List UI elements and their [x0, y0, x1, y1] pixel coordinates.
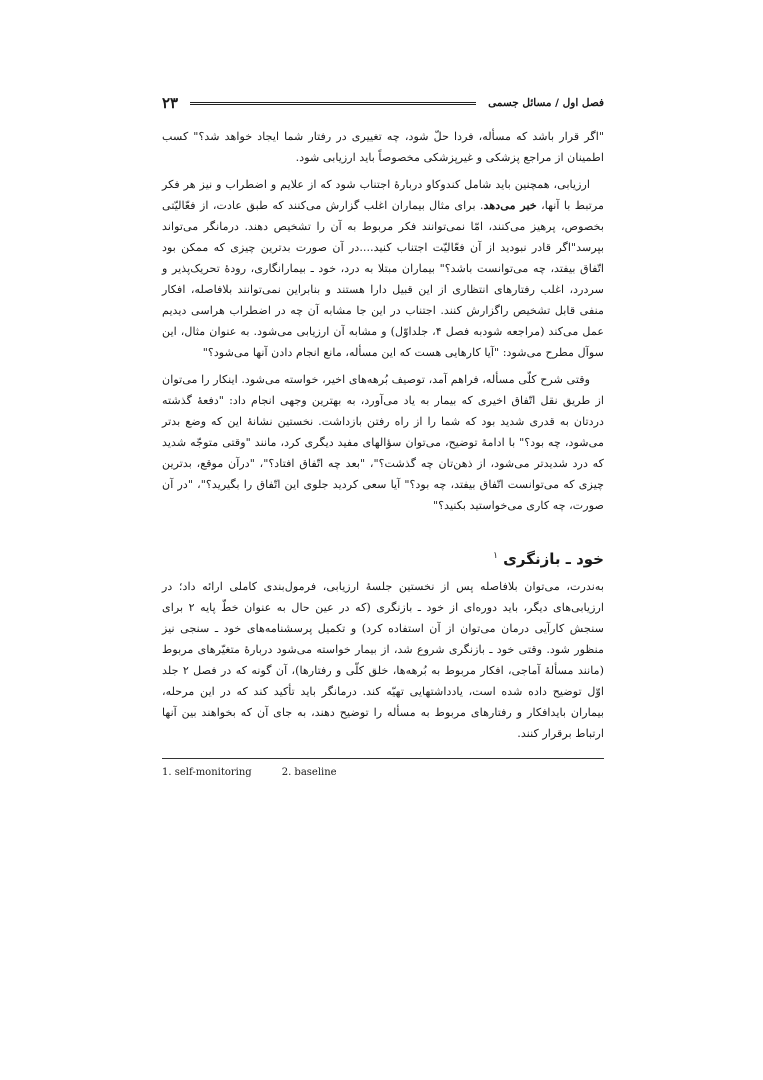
footnotes — [162, 767, 604, 778]
paragraph-2 — [162, 174, 604, 363]
paragraph-2-end: . برای مثال بیماران اغلب گزارش می‌کنند که طبق عادت، از فعّالیّتی بخصوص، پرهیز می‌کنند، امّا نمی‌توانند فکر مربوط به آن را تشخیص دهند. درمانگر می‌تواند بپرسد"اگر قادر نبودید از آن فعّالیّت اجتناب کنید....در آن صورت بدترین چیزی که ممکن بود اتّفاق بیفتد، چه می‌توانست باشد؟" بیماران مبتلا به درد، خود ـ بیمارانگاری، رودهٔ تحریک‌پذیر و سردرد، اغلب رفتارهای انتظاری از این قبیل دارا هستند و بنابراین نمی‌توانند بلافاصله، افکار منفی قابل تشخیص راگزارش کنند. اجتناب در این جا مشابه آن چه در اضطراب هراسی دیدیم عمل می‌کند (مراجعه شودبه فصل ۴، جلداوّل) و مشابه آن ارزیابی می‌شود. به عنوان مثال، این سوآل مطرح می‌شود: "آیا کارهایی هست که این مسأله، مانع انجام دادن آنها می‌شود؟" — [162, 199, 604, 359]
header-double-rule — [190, 102, 476, 105]
paragraph-4: به‌ندرت، می‌توان بلافاصله پس از نخستین جلسهٔ ارزیابی، فرمول‌بندی کاملی ارائه داد؛ در ارزیابی‌های دیگر، باید دوره‌ای از خود ـ بازنگری (که در عین حال به عنوان خطّ پایه ۲ برای سنجش کارآیی درمان می‌توان از آن استفاده کرد) و تکمیل پرسشنامه‌های خود ـ سنجی نیز منظور شود. وقتی خود ـ بازنگری شروع شد، از بیمار خواسته می‌شود دربارهٔ متغیّرهای مربوط (مانند مسألهٔ آماجی، افکار مربوط به بُرهه‌ها، خلق کلّی و رفتارها)، آن گونه که در فصل ۲ جلد اوّل توضیح داده شده است، یادداشتهایی تهیّه کند. درمانگر باید تأکید کند که در این مرحله، بیماران بایدافکار و رفتارهای مربوط به مسأله را توضیح دهند، به جای آن که بخواهند بین آنها ارتباط برقرار کنند. — [162, 580, 604, 740]
book-page — [162, 92, 604, 778]
footnote-2: 2. baseline — [281, 767, 337, 778]
section-heading-text: خود ـ بازنگری — [503, 550, 604, 568]
paragraph-2-bold: خبر می‌دهد — [483, 198, 537, 212]
running-header — [162, 92, 604, 114]
paragraph-1: "اگر قرار باشد که مسأله، فردا حلّ شود، چه تغییری در رفتار شما ایجاد خواهد شد؟" کسب اطمینان از مراجع پزشکی و غیرپزشکی مخصوصاً باید ارزیابی شود. — [162, 130, 604, 164]
page-number: ۲۳ — [162, 94, 179, 112]
section-footnote-mark: ۱ — [493, 551, 498, 561]
section-heading — [162, 546, 604, 570]
footnote-rule — [162, 758, 604, 759]
footnote-1: 1. self-monitoring — [162, 767, 252, 778]
body-text — [162, 126, 604, 744]
paragraph-3: وقتی شرح کلّی مسأله، فراهم آمد، توصیف بُرهه‌های اخیر، خواسته می‌شود. اینکار را می‌توان از طریق نقل اتّفاق اخیری که بیمار به یاد می‌آورد، به بهترین وجهی انجام داد: "دفعهٔ گذشته دردتان به قدری شدید بود که شما را از راه رفتن بازداشت. نخستین نشانهٔ این که وضع بدتر می‌شود، چه بود؟" با ادامهٔ توضیح، می‌توان سؤالهای مفید دیگری کرد، مانند "وقتی متوجّه شدید که درد شدیدتر می‌شود، از ذهن‌تان چه گذشت؟"، "بعد چه اتّفاق افتاد؟"، "درآن موقع، بدترین چیزی که می‌توانست اتّفاق بیفتد، چه بود؟" آیا سعی کردید جلوی این اتّفاق را بگیرید؟"، "در آن صورت، چه کاری می‌خواستید بکنید؟" — [162, 373, 604, 512]
chapter-title: فصل اول / مسائل جسمی — [488, 97, 604, 109]
paragraph-2-start: ارزیابی، همچنین باید شامل کندوکاو دربارهٔ اجتناب شود که از علایم و اضطراب و نیز هر فکر مرتبط با آنها، — [162, 178, 604, 212]
